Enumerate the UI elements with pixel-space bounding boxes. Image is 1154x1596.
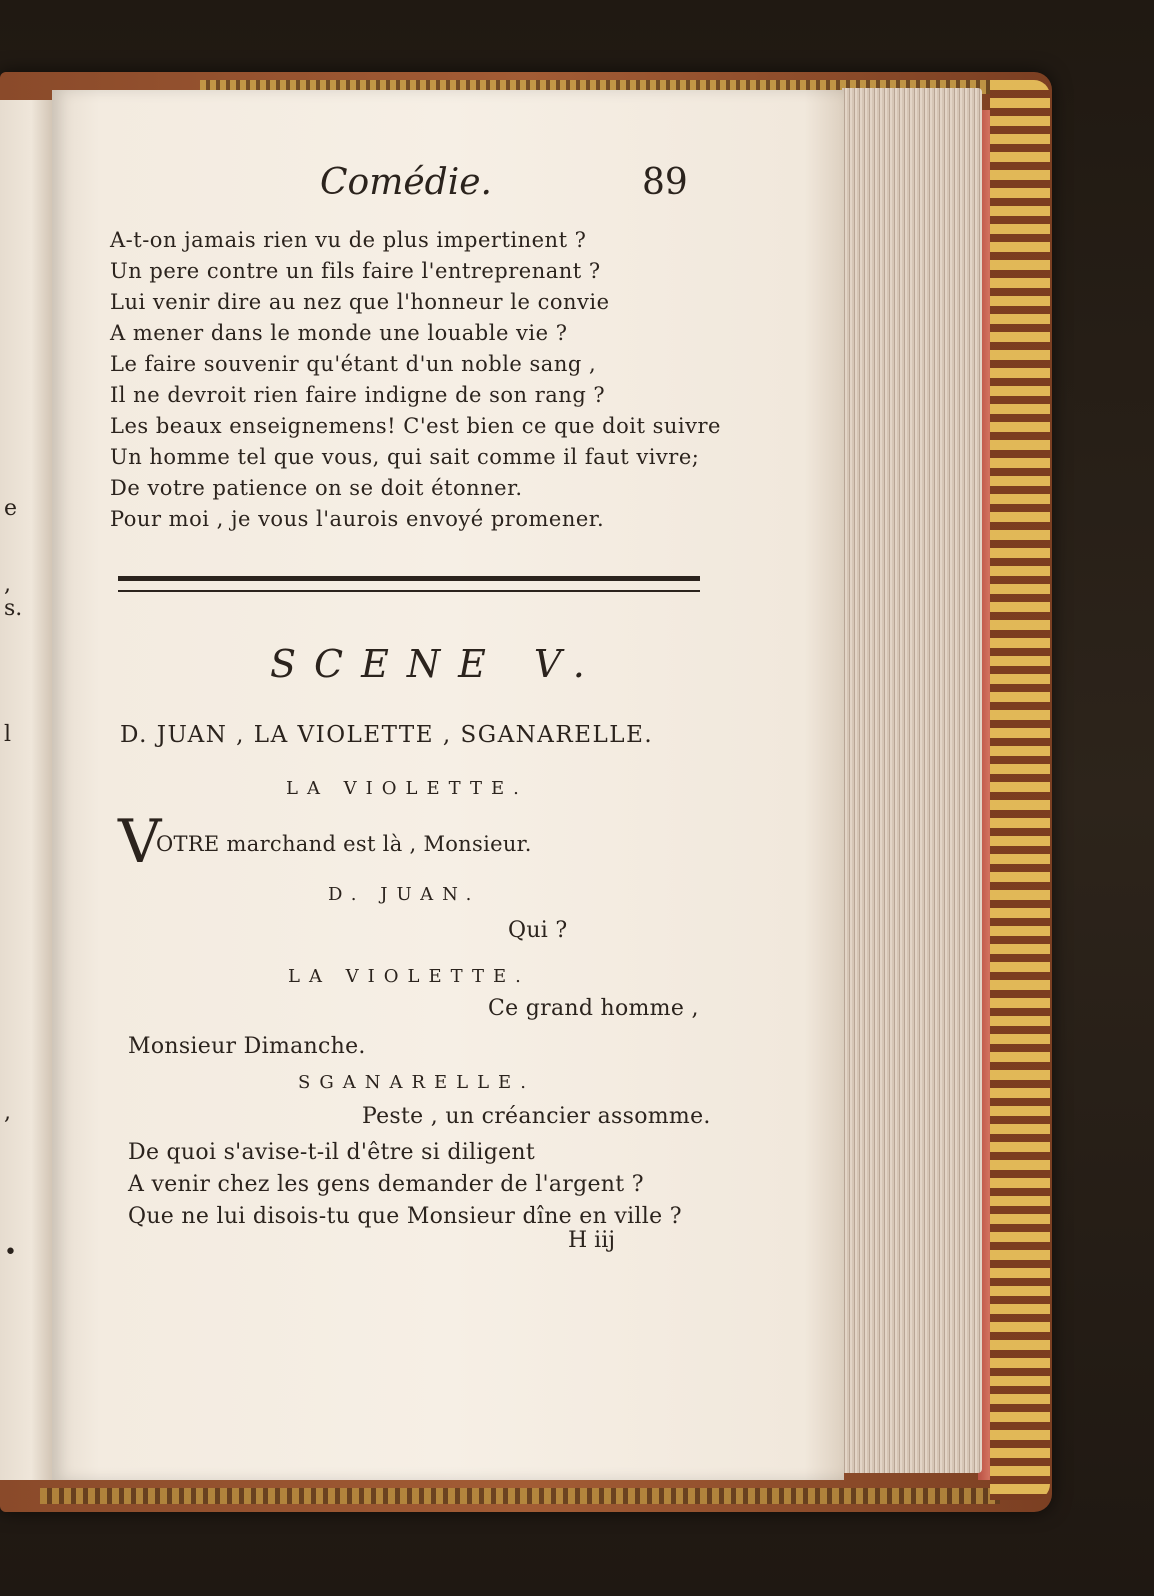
dialogue-line: Peste , un créancier assomme. [362,1104,711,1129]
scene-title: SCENE V. [270,642,603,686]
scene-characters: D. JUAN , LA VIOLETTE , SGANARELLE. [120,722,654,748]
dialogue-line: OTRE marchand est là , Monsieur. [156,832,532,856]
speaker-name: SGANARELLE. [298,1072,535,1093]
dialogue-line: De quoi s'avise-t-il d'être si diligent [128,1140,536,1165]
left-page-mark: , [4,1100,11,1125]
page-number: 89 [642,162,688,203]
dialogue-line: Monsieur Dimanche. [128,1034,366,1059]
left-page-fragment [0,100,52,1480]
verse-line: Les beaux enseignemens! C'est bien ce que doit suivre [110,414,721,438]
left-page-mark: l [4,722,12,747]
dialogue-line: A venir chez les gens demander de l'argent ? [128,1172,644,1197]
left-page-mark: • [4,1240,17,1265]
verse-line: Un pere contre un fils faire l'entreprenant ? [110,259,601,283]
book-page [52,90,844,1480]
verse-line: Lui venir dire au nez que l'honneur le convie [110,290,610,314]
verse-line: Il ne devroit rien faire indigne de son rang ? [110,383,606,407]
verse-line: Un homme tel que vous, qui sait comme il faut vivre; [110,445,700,469]
speaker-name: LA VIOLETTE. [288,966,530,987]
signature-mark: H iij [568,1228,616,1253]
left-page-mark: , [4,572,11,597]
drop-cap: V [118,807,162,877]
scene-divider-thin [118,590,700,592]
dialogue-line: Ce grand homme , [488,996,699,1021]
gilt-spine [990,80,1050,1500]
dialogue-line: Qui ? [508,918,568,943]
speaker-name: D. JUAN. [328,884,481,905]
verse-line: A mener dans le monde une louable vie ? [110,321,568,345]
verse-line: De votre patience on se doit étonner. [110,476,523,500]
verse-line: Pour moi , je vous l'aurois envoyé promener. [110,507,605,531]
verse-line: A-t-on jamais rien vu de plus impertinent ? [110,228,587,252]
dialogue-line: Que ne lui disois-tu que Monsieur dîne en ville ? [128,1204,682,1229]
speaker-name: LA VIOLETTE. [286,778,528,799]
running-head: Comédie. [320,162,492,203]
scene-divider-thick [118,576,700,581]
bottom-gilt-edge [40,1488,1000,1504]
verse-line: Le faire souvenir qu'étant d'un noble sang , [110,352,597,376]
page-edges [842,88,982,1473]
left-page-mark: e [4,496,18,521]
left-page-mark: s. [4,596,23,621]
